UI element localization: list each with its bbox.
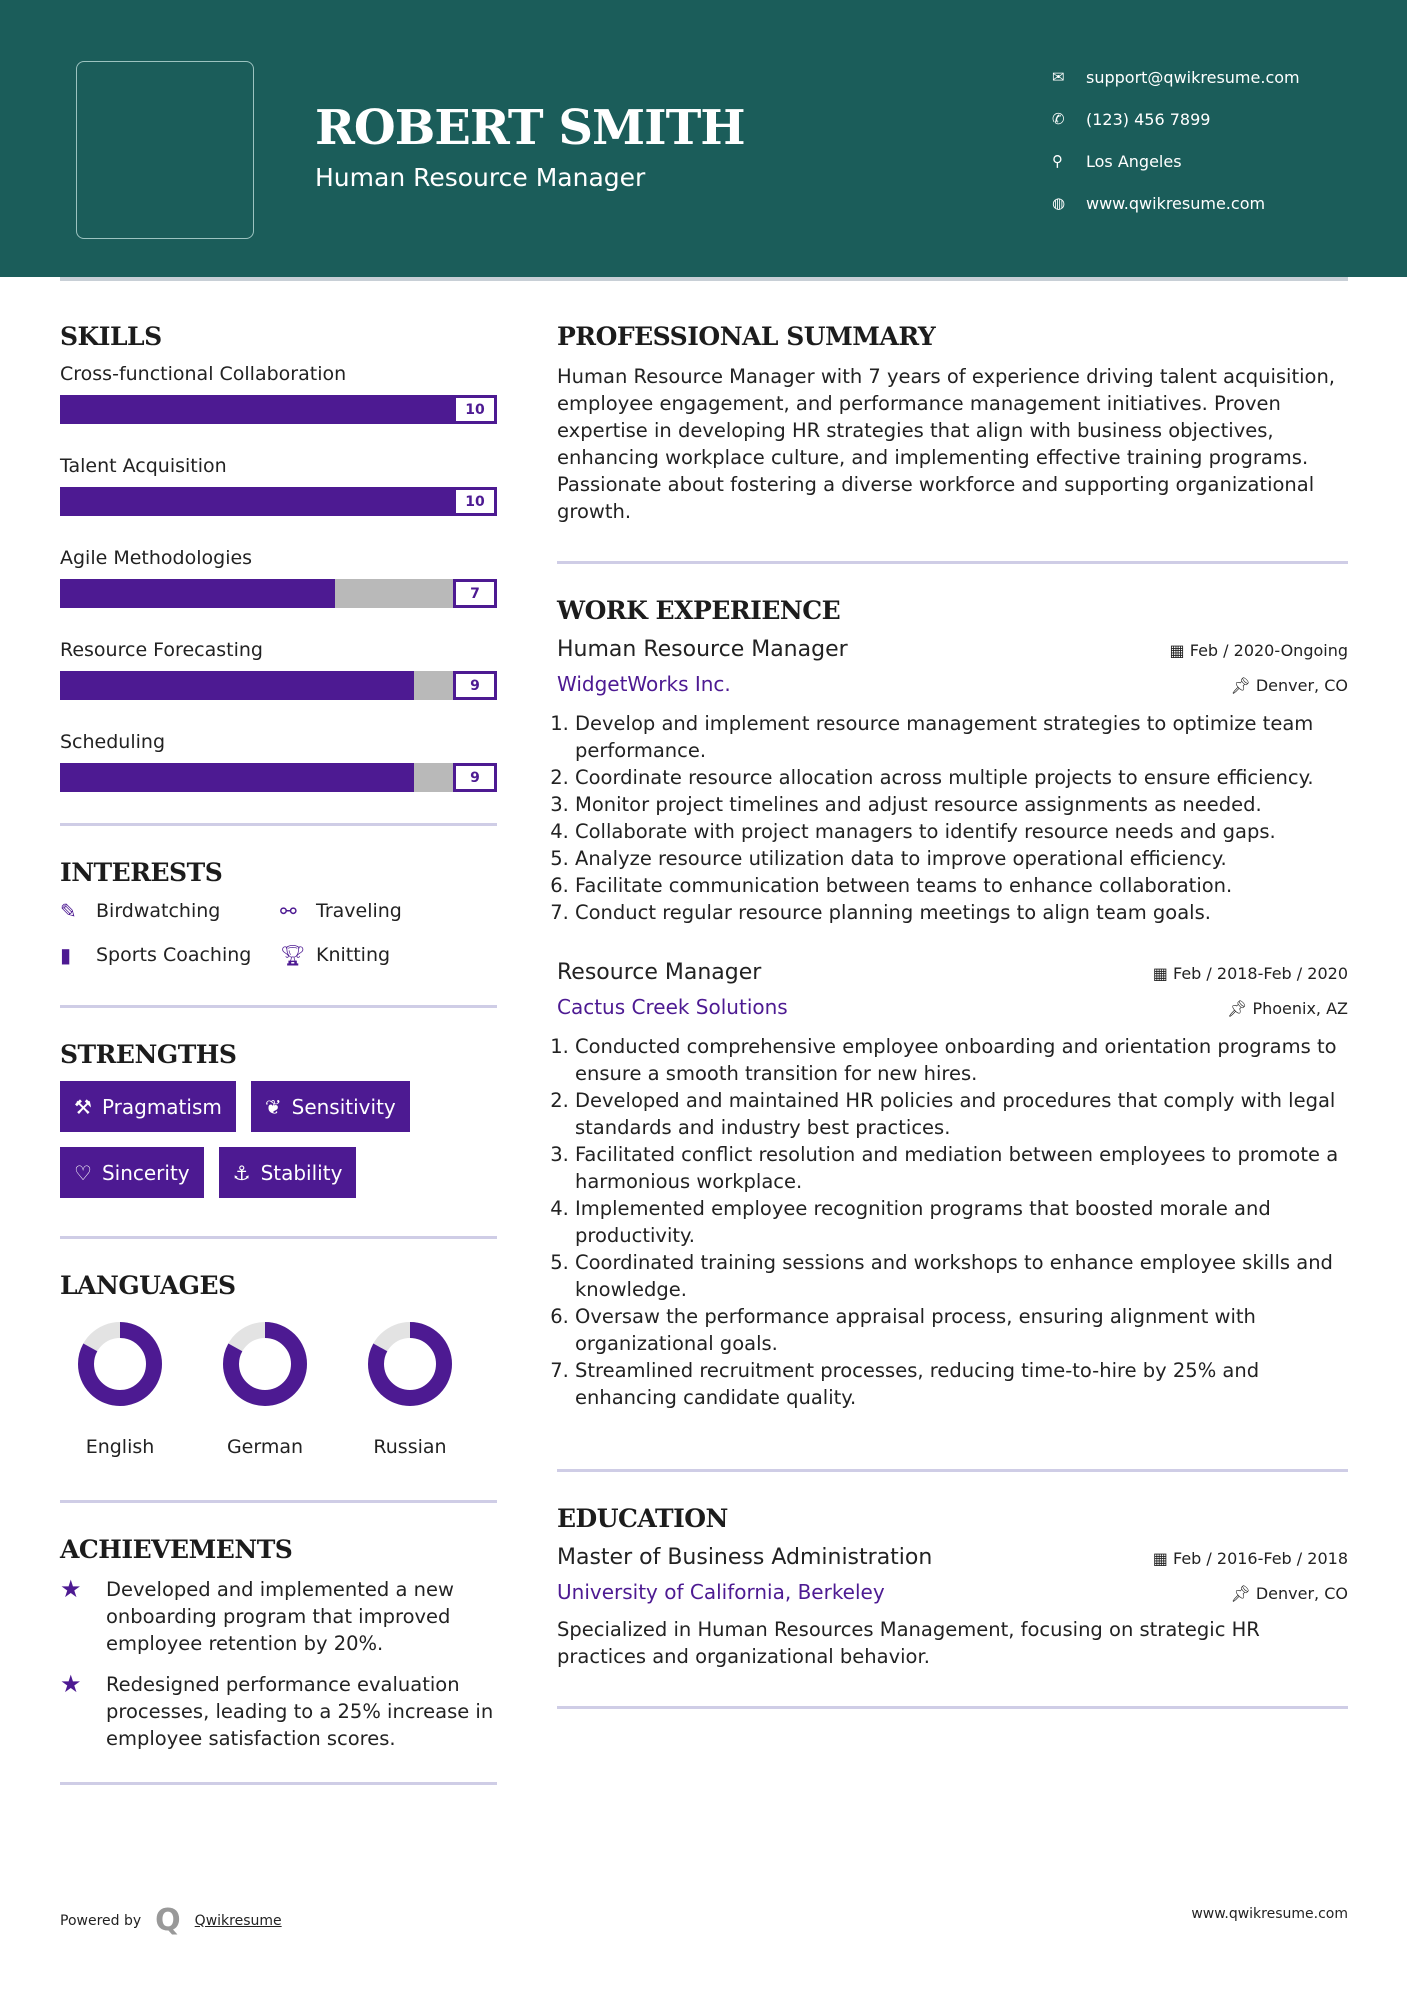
qwikresume-logo-icon: Q (155, 1903, 181, 1938)
language-label: English (85, 1436, 155, 1458)
skill-value: 7 (453, 579, 497, 608)
achievement-item (60, 1576, 497, 1657)
summary-text: Human Resource Manager with 7 years of experience driving talent acquisition, employee engagement, and performance management initiatives. Proven expertise in developing HR strategies that align with business objectives, enhancing workplace culture, and implementing effective training programs. Passionate about fostering a diverse workforce and supporting organizational growth. (557, 365, 1336, 523)
divider (60, 1236, 497, 1239)
interests-heading: INTERESTS (60, 858, 223, 887)
job-location (1227, 999, 1348, 1018)
skill-label: Cross-functional Collaboration (60, 363, 347, 385)
skill-value: 10 (453, 487, 497, 516)
education-heading: EDUCATION (557, 1504, 728, 1533)
skill-bar (60, 395, 497, 424)
school: University of California, Berkeley (557, 1580, 885, 1604)
globe-icon: ◍ (1052, 194, 1066, 212)
summary-heading: PROFESSIONAL SUMMARY (557, 322, 936, 351)
skill-label: Agile Methodologies (60, 547, 253, 569)
job-dates-text: Feb / 2018-Feb / 2020 (1173, 964, 1348, 983)
language-donut (360, 1314, 460, 1414)
job-dates (1153, 964, 1348, 983)
heart-icon: ♡ (74, 1160, 92, 1185)
skills-list (60, 363, 497, 792)
skill-bar (60, 487, 497, 516)
job-bullet: 4. Implemented employee recognition programs that boosted morale and productivity. (575, 1195, 1348, 1249)
job-bullet: 6. Facilitate communication between teams to enhance collaboration. (575, 872, 1348, 899)
strength-label: Sincerity (101, 1160, 190, 1185)
job-location-text: Phoenix, AZ (1252, 999, 1348, 1018)
degree: Master of Business Administration (557, 1545, 933, 1570)
phone-icon: ✆ (1052, 110, 1065, 128)
job-bullet: 6. Oversaw the performance appraisal process, ensuring alignment with organizational goals. (575, 1303, 1348, 1357)
candidate-name: ROBERT SMITH (315, 100, 745, 156)
job-head (557, 637, 1348, 662)
skill-bar-fill (60, 671, 414, 700)
briefcase-icon: ▮ (60, 943, 72, 967)
contact-website-text: www.qwikresume.com (1086, 193, 1266, 213)
qwikresume-link[interactable]: Qwikresume (194, 1912, 282, 1929)
contact-email-text: support@qwikresume.com (1086, 67, 1300, 87)
binoculars-icon: ⚯ (280, 899, 297, 923)
skill-label: Scheduling (60, 731, 166, 753)
calendar-icon: ▦ (1152, 964, 1173, 983)
language-label: Russian (373, 1436, 447, 1458)
job-entry (557, 637, 1348, 926)
skill-bar-fill (60, 763, 414, 792)
envelope-icon: ✉ (1052, 68, 1065, 86)
interest-label: Traveling (316, 900, 402, 922)
language-label: German (226, 1436, 304, 1458)
skill-bar-fill (60, 579, 335, 608)
job-bullet: 4. Collaborate with project managers to identify resource needs and gaps. (575, 818, 1348, 845)
job-bullets (557, 1033, 1348, 1411)
contact-phone[interactable] (1052, 98, 1300, 140)
skill-bar-fill (60, 487, 497, 516)
contact-location (1052, 140, 1300, 182)
interest-label: Knitting (316, 944, 391, 966)
pin-icon: 📌︎ (1227, 999, 1253, 1018)
education-head (557, 1545, 1348, 1570)
job-location-text: Denver, CO (1255, 676, 1348, 695)
star-icon: ★ (60, 1670, 82, 1698)
pin-icon: 📌︎ (1230, 676, 1256, 695)
skill-bar-fill (60, 395, 497, 424)
company-name: WidgetWorks Inc. (557, 672, 731, 696)
contact-phone-text: (123) 456 7899 (1086, 109, 1211, 129)
skill-value: 9 (453, 763, 497, 792)
star-icon: ★ (60, 1575, 82, 1603)
strength-badge (251, 1081, 410, 1132)
education-text: Specialized in Human Resources Management, focusing on strategic HR practices and organizational behavior. (557, 1618, 1260, 1668)
language-item (360, 1314, 460, 1458)
interests-list (60, 899, 497, 967)
profile-photo-placeholder (76, 61, 254, 239)
job-title: Human Resource Manager (557, 637, 848, 662)
right-column (557, 322, 1348, 1709)
education-location (1230, 1584, 1348, 1603)
powered-by-text: Powered by (60, 1912, 142, 1929)
job-head (557, 960, 1348, 985)
strengths-list (60, 1081, 460, 1198)
job-bullet: 5. Coordinated training sessions and workshops to enhance employee skills and knowledge. (575, 1249, 1348, 1303)
job-bullet: 5. Analyze resource utilization data to improve operational efficiency. (575, 845, 1348, 872)
job-dates (1170, 641, 1348, 660)
footer-powered (60, 1903, 282, 1938)
jobs-list (557, 637, 1348, 1411)
skill-label: Talent Acquisition (60, 455, 227, 477)
job-bullet: 1. Conducted comprehensive employee onboarding and orientation programs to ensure a smooth transition for new hires. (575, 1033, 1348, 1087)
contact-location-text: Los Angeles (1086, 151, 1182, 171)
leaf-icon: ❦ (264, 1094, 282, 1119)
language-item (70, 1314, 170, 1458)
job-bullet: 7. Conduct regular resource planning meetings to align team goals. (575, 899, 1348, 926)
header (0, 0, 1407, 277)
education-dates (1153, 1549, 1348, 1568)
trophy-icon: 🏆︎ (280, 943, 306, 967)
skill-value: 10 (453, 395, 497, 424)
job-bullet: 3. Monitor project timelines and adjust resource assignments as needed. (575, 791, 1348, 818)
strengths-heading: STRENGTHS (60, 1040, 237, 1069)
skills-heading: SKILLS (60, 322, 162, 351)
job-location (1230, 676, 1348, 695)
header-divider (60, 277, 1348, 281)
strength-badge (60, 1081, 236, 1132)
left-column (60, 322, 497, 1785)
strength-badge (60, 1147, 204, 1198)
gavel-icon: ⚒ (74, 1094, 92, 1119)
job-sub (557, 662, 1348, 696)
achievement-item (60, 1671, 497, 1752)
job-bullet: 2. Coordinate resource allocation across multiple projects to ensure efficiency. (575, 764, 1348, 791)
skill-bar (60, 763, 497, 792)
divider (60, 1005, 497, 1008)
job-bullet: 2. Developed and maintained HR policies and procedures that comply with legal standards and industry best practices. (575, 1087, 1348, 1141)
strength-label: Stability (260, 1160, 343, 1185)
language-item (215, 1314, 315, 1458)
job-bullet: 7. Streamlined recruitment processes, reducing time-to-hire by 25% and enhancing candidate quality. (575, 1357, 1348, 1411)
job-entry (557, 960, 1348, 1411)
candidate-title: Human Resource Manager (315, 163, 646, 192)
skill-bar (60, 671, 497, 700)
language-donut (70, 1314, 170, 1414)
company-name: Cactus Creek Solutions (557, 995, 788, 1019)
contact-website[interactable] (1052, 182, 1300, 224)
interest-item (60, 943, 280, 967)
footer-url[interactable]: www.qwikresume.com (1191, 1906, 1348, 1922)
divider (60, 1782, 497, 1785)
job-title: Resource Manager (557, 960, 762, 985)
anchor-icon: ⚓ (232, 1160, 251, 1185)
achievement-text: Developed and implemented a new onboarding program that improved employee retention by 20%. (106, 1578, 454, 1655)
contact-list (1052, 56, 1300, 224)
divider (557, 1706, 1348, 1709)
calendar-icon: ▦ (1152, 1549, 1173, 1568)
skill-value: 9 (453, 671, 497, 700)
job-bullet: 3. Facilitated conflict resolution and mediation between employees to promote a harmonious workplace. (575, 1141, 1348, 1195)
skill-bar (60, 579, 497, 608)
interest-label: Sports Coaching (96, 944, 252, 966)
achievement-text: Redesigned performance evaluation processes, leading to a 25% increase in employee satisfaction scores. (106, 1673, 494, 1750)
job-sub (557, 985, 1348, 1019)
interest-item (280, 899, 480, 923)
map-pin-icon: ⚲ (1052, 152, 1063, 170)
education-location-text: Denver, CO (1255, 1584, 1348, 1603)
contact-email[interactable] (1052, 56, 1300, 98)
calendar-icon: ▦ (1169, 641, 1190, 660)
divider (557, 561, 1348, 564)
strength-label: Pragmatism (101, 1094, 222, 1119)
divider (60, 1500, 497, 1503)
job-bullets (557, 710, 1348, 926)
education-dates-text: Feb / 2016-Feb / 2018 (1173, 1549, 1348, 1568)
divider (60, 823, 497, 826)
strength-badge (219, 1147, 357, 1198)
pin-icon: 📌︎ (1230, 1584, 1256, 1603)
education-sub (557, 1570, 1348, 1604)
edit-icon: ✎ (60, 899, 77, 923)
interest-label: Birdwatching (96, 900, 221, 922)
experience-heading: WORK EXPERIENCE (557, 596, 841, 625)
job-bullet: 1. Develop and implement resource management strategies to optimize team performance. (575, 710, 1348, 764)
languages-heading: LANGUAGES (60, 1271, 236, 1300)
strength-label: Sensitivity (291, 1094, 396, 1119)
job-dates-text: Feb / 2020-Ongoing (1189, 641, 1348, 660)
language-donut (215, 1314, 315, 1414)
interest-item (60, 899, 280, 923)
interest-item (280, 943, 480, 967)
achievements-heading: ACHIEVEMENTS (60, 1535, 293, 1564)
divider (557, 1469, 1348, 1472)
languages-list (70, 1314, 497, 1458)
skill-label: Resource Forecasting (60, 639, 263, 661)
